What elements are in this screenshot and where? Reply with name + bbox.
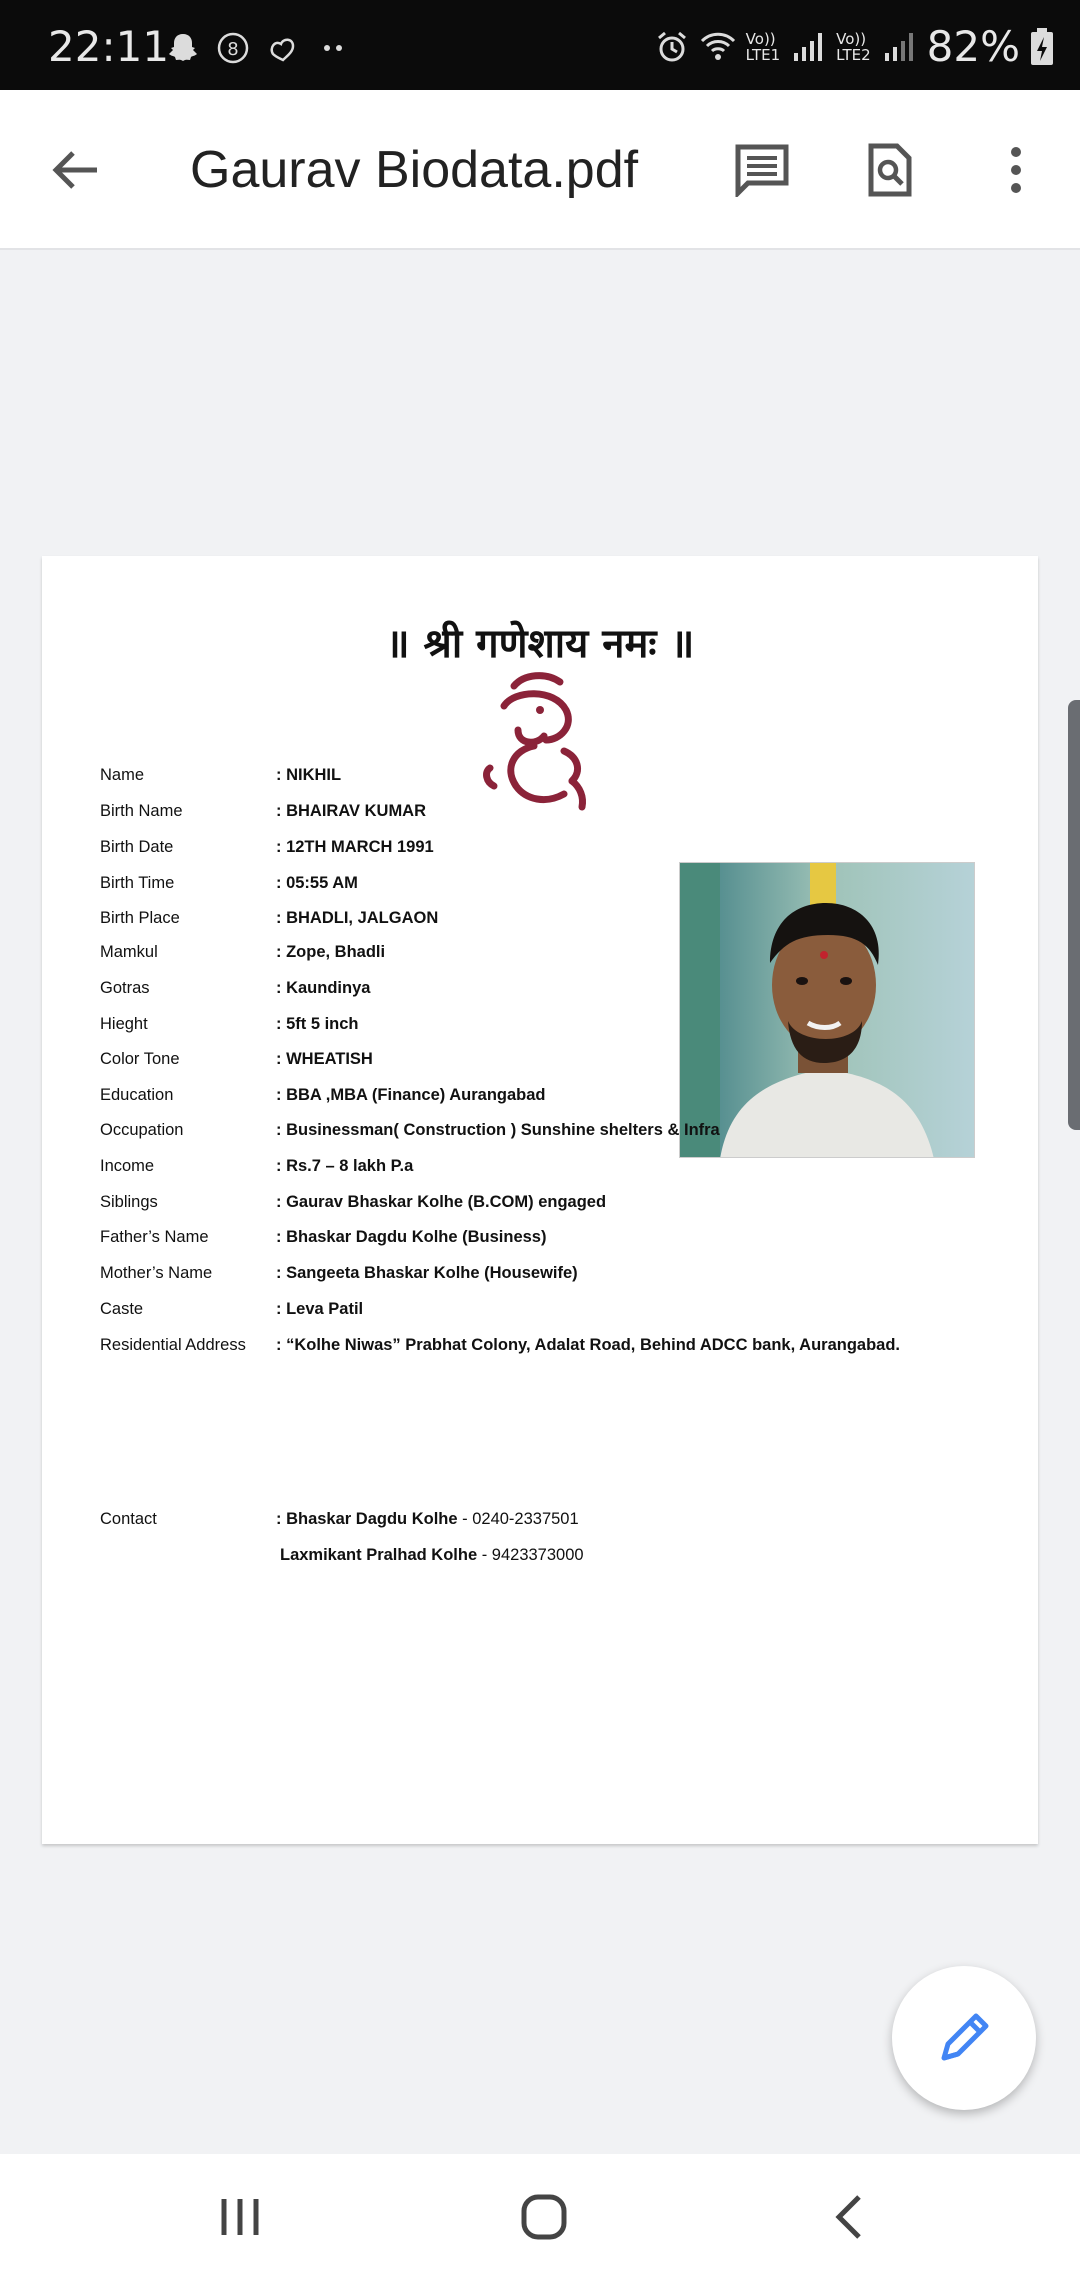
field-label: Birth Name <box>100 802 183 820</box>
field-label: Gotras <box>100 979 150 997</box>
status-bar <box>0 0 1080 90</box>
field-value: : BHAIRAV KUMAR <box>276 802 427 820</box>
field-value: : WHEATISH <box>276 1050 373 1068</box>
back-button[interactable] <box>40 130 110 210</box>
field-label: Father’s Name <box>100 1228 209 1246</box>
notification-8-icon <box>215 30 251 66</box>
field-label: Hieght <box>100 1015 148 1033</box>
field-value: : Sangeeta Bhaskar Kolhe (Housewife) <box>276 1264 578 1282</box>
signal-icon <box>790 29 826 65</box>
status-time: 22:11 <box>48 22 170 71</box>
field-value: : Zope, Bhadli <box>276 943 386 961</box>
contact-name-1: : Bhaskar Dagdu Kolhe <box>276 1510 458 1528</box>
app-icon <box>265 30 301 66</box>
field-value: : Kaundinya <box>276 979 371 997</box>
back-arrow-icon <box>51 150 99 190</box>
signal-icon <box>881 29 917 65</box>
field-label: Caste <box>100 1300 144 1318</box>
field-value: : BHADLI, JALGAON <box>276 909 439 927</box>
status-notification-icons <box>165 30 351 66</box>
comments-button[interactable] <box>722 130 802 210</box>
profile-photo <box>679 862 975 1158</box>
field-value: : 12TH MARCH 1991 <box>276 838 434 856</box>
recent-apps-icon <box>218 2197 262 2237</box>
snapchat-icon <box>165 30 201 66</box>
home-button[interactable] <box>504 2184 584 2250</box>
field-value: : 5ft 5 inch <box>276 1015 359 1033</box>
field-label: Birth Time <box>100 874 175 892</box>
nav-back-button[interactable] <box>808 2184 888 2250</box>
field-value: : Businessman( Construction ) Sunshine shelters & Infra <box>276 1121 720 1139</box>
pdf-page[interactable] <box>42 556 1038 1844</box>
field-value: : Rs.7 – 8 lakh P.a <box>276 1157 414 1175</box>
comment-icon <box>734 143 790 197</box>
wifi-icon <box>700 29 736 65</box>
field-value: : BBA ,MBA (Finance) Aurangabad <box>276 1086 546 1104</box>
field-value: : 05:55 AM <box>276 874 358 892</box>
ganesha-logo <box>474 666 604 816</box>
field-label: Birth Place <box>100 909 180 927</box>
field-label: Birth Date <box>100 838 174 856</box>
sim2-label: Vo)) LTE2 <box>836 29 871 64</box>
app-bar <box>0 90 1080 250</box>
invocation-heading: ॥ श्री गणेशाय नमः ॥ <box>385 621 695 667</box>
field-value: : NIKHIL <box>276 766 342 784</box>
status-system-icons <box>654 22 1054 71</box>
alarm-icon <box>654 29 690 65</box>
contact-phone-1: - 0240-2337501 <box>457 1510 579 1528</box>
search-document-icon <box>867 142 913 198</box>
edit-fab-button[interactable] <box>892 1966 1036 2110</box>
field-label: Name <box>100 766 145 784</box>
back-icon <box>833 2194 863 2240</box>
scroll-handle[interactable] <box>1068 700 1080 1130</box>
find-in-document-button[interactable] <box>850 130 930 210</box>
field-label: Siblings <box>100 1193 158 1211</box>
field-label: Income <box>100 1157 155 1175</box>
contact-value-1 <box>276 1510 579 1529</box>
contact-value-2 <box>280 1546 584 1565</box>
field-label: Mother’s Name <box>100 1264 213 1282</box>
more-vertical-icon <box>1009 146 1023 194</box>
field-value: : Gaurav Bhaskar Kolhe (B.COM) engaged <box>276 1193 607 1211</box>
sim1-label: Vo)) LTE1 <box>745 29 781 64</box>
system-nav-bar <box>0 2154 1080 2280</box>
edit-pencil-icon <box>936 2010 992 2066</box>
svg-text:8: 8 <box>227 39 239 60</box>
contact-label: Contact <box>100 1510 157 1528</box>
battery-percent: 82% <box>926 22 1020 71</box>
contact-phone-2: - 9423373000 <box>477 1546 584 1564</box>
battery-charging-icon <box>1030 28 1054 66</box>
contact-name-2: Laxmikant Pralhad Kolhe <box>280 1546 478 1564</box>
document-title: Gaurav Biodata.pdf <box>190 141 639 199</box>
field-label: Color Tone <box>100 1050 180 1068</box>
more-options-button[interactable] <box>976 130 1056 210</box>
field-label: Mamkul <box>100 943 158 961</box>
field-value: : “Kolhe Niwas” Prabhat Colony, Adalat Road, Behind ADCC bank, Aurangabad. <box>276 1336 901 1354</box>
field-label: Education <box>100 1086 174 1104</box>
home-icon <box>521 2194 567 2240</box>
field-label: Residential Address <box>100 1336 246 1354</box>
field-label: Occupation <box>100 1121 184 1139</box>
field-value: : Leva Patil <box>276 1300 364 1318</box>
more-dots-icon <box>315 30 351 66</box>
recent-apps-button[interactable] <box>200 2184 280 2250</box>
field-value: : Bhaskar Dagdu Kolhe (Business) <box>276 1228 547 1246</box>
